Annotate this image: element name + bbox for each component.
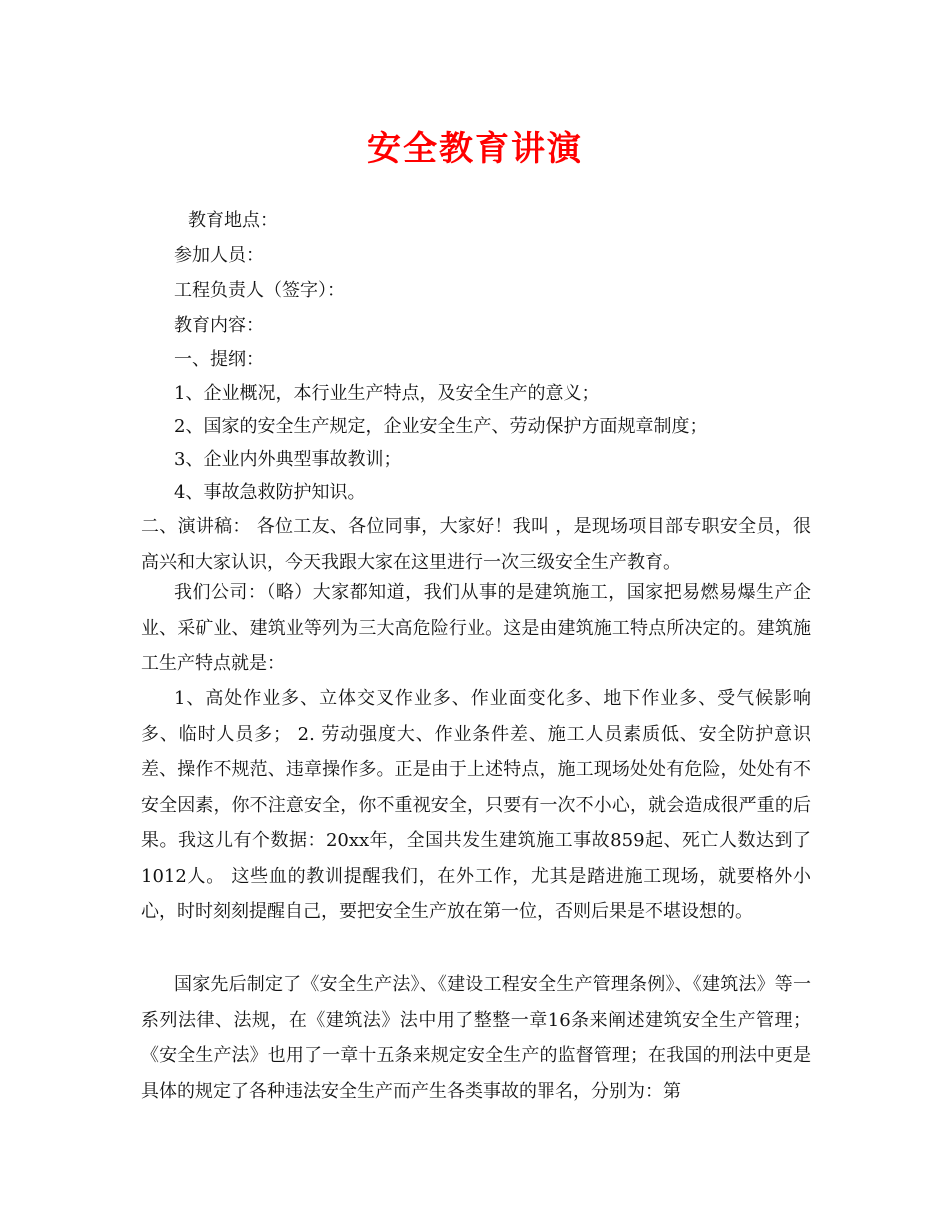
speech-opening-paragraph: 二、演讲稿： 各位工友、各位同事，大家好！我叫 ，是现场项目部专职安全员，很高兴和大家认识，今天我跟大家在这里进行一次三级安全生产教育。: [141, 516, 811, 573]
document-title: 安全教育讲演: [367, 129, 583, 169]
outline-item-2: 2、国家的安全生产规定，企业安全生产、劳动保护方面规章制度；: [174, 416, 708, 437]
company-paragraph: 我们公司：（略）大家都知道，我们从事的是建筑施工，国家把易燃易爆生产企业、采矿业、建筑业等列为三大高危险行业。这是由建筑施工特点所决定的。建筑施工生产特点就是：: [141, 582, 811, 674]
construction-features-paragraph: 1、高处作业多、立体交叉作业多、作业面变化多、地下作业多、受气候影响多、临时人员多； 2. 劳动强度大、作业条件差、施工人员素质低、安全防护意识差、操作不规范、违章操作多。正是由于上述特点，施工现场处处有危险，处处有不安全因素，你不注意安全，你不重视安全，只要有一次不小心，就会造成很严重的后果。我这儿有个数据：20xx年，全国共发生建筑施工事故859起、死亡人数达到了1012人。 这些血的教训提醒我们，在外工作，尤其是踏进施工现场，就要格外小心，时时刻刻提醒自己，要把安全生产放在第一位，否则后果是不堪设想的。: [141, 688, 811, 922]
outline-item-3: 3、企业内外典型事故教训；: [174, 449, 402, 470]
outline-item-4: 4、事故急救防护知识。: [174, 482, 366, 503]
header-line-content: 教育内容：: [174, 315, 264, 336]
header-line-location: 教育地点：: [188, 210, 278, 231]
laws-paragraph: 国家先后制定了《安全生产法》、《建设工程安全生产管理条例》、《建筑法》等一系列法律、法规，在《建筑法》法中用了整整一章16条来阐述建筑安全生产管理；《安全生产法》也用了一章十五条来规定安全生产的监督管理；在我国的刑法中更是具体的规定了各种违法安全生产而产生各类事故的罪名，分别为：第: [141, 974, 811, 1102]
outline-heading: 一、提纲：: [174, 349, 264, 370]
outline-item-1: 1、企业概况，本行业生产特点，及安全生产的意义；: [174, 383, 600, 404]
header-line-manager-signature: 工程负责人（签字）：: [174, 280, 345, 301]
header-line-participants: 参加人员：: [174, 245, 264, 266]
